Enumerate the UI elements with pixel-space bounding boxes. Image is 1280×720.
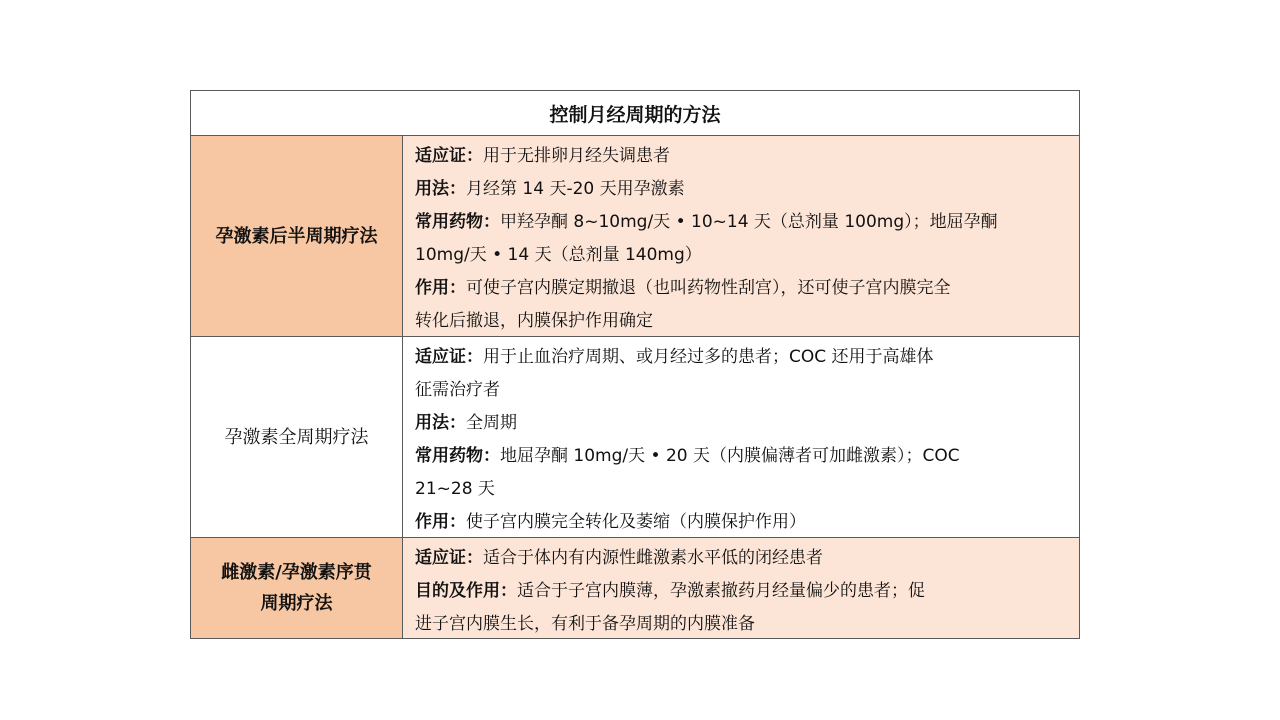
detail-line xyxy=(415,575,1071,608)
details-cell xyxy=(403,337,1079,537)
detail-line xyxy=(415,239,1071,272)
detail-line xyxy=(415,440,1071,473)
method-cell: 孕激素全周期疗法 xyxy=(191,337,403,537)
detail-line xyxy=(415,173,1071,206)
detail-text: 全周期 xyxy=(466,413,517,433)
detail-text: 转化后撤退，内膜保护作用确定 xyxy=(415,311,653,331)
detail-text: 10mg/天 • 14 天（总剂量 140mg） xyxy=(415,245,702,265)
detail-text: 征需治疗者 xyxy=(415,380,500,400)
detail-line xyxy=(415,473,1071,506)
detail-text: 21~28 天 xyxy=(415,479,495,499)
methods-table xyxy=(190,90,1080,639)
detail-text: 进子宫内膜生长，有利于备孕周期的内膜准备 xyxy=(415,614,755,634)
detail-label: 适应证： xyxy=(415,548,483,568)
detail-text: 甲羟孕酮 8~10mg/天 • 10~14 天（总剂量 100mg）；地屈孕酮 xyxy=(500,212,998,232)
detail-line xyxy=(415,542,1071,575)
table-title: 控制月经周期的方法 xyxy=(191,91,1079,136)
detail-label: 作用： xyxy=(415,512,466,532)
method-line: 周期疗法 xyxy=(260,593,333,614)
detail-line xyxy=(415,206,1071,239)
detail-line xyxy=(415,305,1071,338)
table-row xyxy=(191,538,1079,638)
detail-line xyxy=(415,341,1071,374)
details-cell xyxy=(403,136,1079,336)
detail-label: 适应证： xyxy=(415,347,483,367)
detail-text: 适合于子宫内膜薄，孕激素撤药月经量偏少的患者；促 xyxy=(517,581,925,601)
detail-label: 常用药物： xyxy=(415,212,500,232)
detail-text: 可使子宫内膜定期撤退（也叫药物性刮宫），还可使子宫内膜完全 xyxy=(466,278,951,298)
method-cell: 孕激素后半周期疗法 xyxy=(191,136,403,336)
detail-line xyxy=(415,140,1071,173)
table-row xyxy=(191,136,1079,337)
detail-label: 用法： xyxy=(415,413,466,433)
detail-line xyxy=(415,608,1071,641)
details-cell xyxy=(403,538,1079,638)
detail-line xyxy=(415,407,1071,440)
detail-label: 作用： xyxy=(415,278,466,298)
detail-line xyxy=(415,506,1071,539)
method-line: 雌激素/孕激素序贯 xyxy=(221,562,372,583)
detail-line xyxy=(415,272,1071,305)
detail-label: 适应证： xyxy=(415,146,483,166)
detail-text: 地屈孕酮 10mg/天 • 20 天（内膜偏薄者可加雌激素）；COC xyxy=(500,446,960,466)
detail-text: 用于止血治疗周期、或月经过多的患者；COC 还用于高雄体 xyxy=(483,347,934,367)
detail-text: 使子宫内膜完全转化及萎缩（内膜保护作用） xyxy=(466,512,806,532)
detail-text: 适合于体内有内源性雌激素水平低的闭经患者 xyxy=(483,548,823,568)
detail-text: 月经第 14 天-20 天用孕激素 xyxy=(466,179,685,199)
detail-label: 用法： xyxy=(415,179,466,199)
detail-line xyxy=(415,374,1071,407)
detail-text: 用于无排卵月经失调患者 xyxy=(483,146,670,166)
method-cell xyxy=(191,538,403,638)
table-row xyxy=(191,337,1079,538)
detail-label: 常用药物： xyxy=(415,446,500,466)
detail-label: 目的及作用： xyxy=(415,581,517,601)
